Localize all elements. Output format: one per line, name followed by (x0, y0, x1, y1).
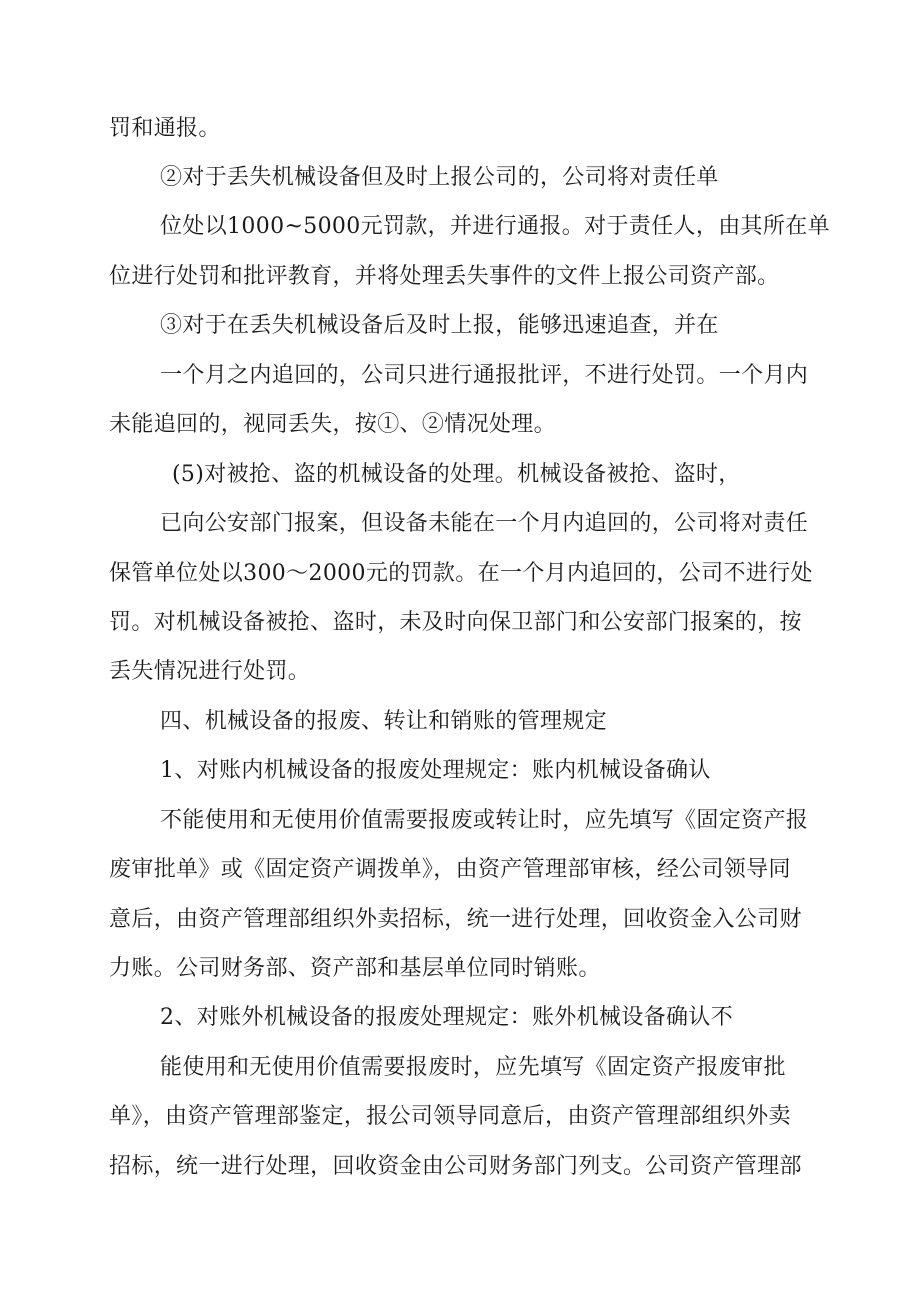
text-line-5: ③对于在丢失机械设备后及时上报，能够迅速追查，并在 (160, 313, 719, 338)
text-line-14: 1、对账内机械设备的报废处理规定：账内机械设备确认 (160, 758, 711, 783)
text-line-22: 招标，统一进行处理，回收资金由公司财务部门列支。公司资产管理部 (109, 1154, 802, 1179)
text-line-18: 力账。公司财务部、资产部和基层单位同时销账。 (109, 956, 601, 981)
section-heading: 四、机械设备的报废、转让和销账的管理规定 (160, 709, 608, 734)
text-line-4: 位进行处罚和批评教育，并将处理丢失事件的文件上报公司资产部。 (109, 264, 780, 289)
text-line-21: 单》，由资产管理部鉴定，报公司领导同意后，由资产管理部组织外卖 (109, 1104, 791, 1129)
text-line-2: ②对于丢失机械设备但及时上报公司的，公司将对责任单 (160, 165, 719, 190)
text-line-17: 意后，由资产管理部组织外卖招标，统一进行处理，回收资金入公司财 (109, 907, 802, 932)
text-line-9: 已向公安部门报案，但设备未能在一个月内追回的，公司将对责任 (160, 511, 809, 536)
text-line-8: (5)对被抢、盗的机械设备的处理。机械设备被抢、盗时， (172, 462, 741, 487)
text-line-3: 位处以1000~5000元罚款，并进行通报。对于责任人，由其所在单 (160, 214, 830, 239)
text-line-12: 丢失情况进行处罚。 (109, 659, 311, 684)
text-line-10: 保管单位处以300～2000元的罚款。在一个月内追回的，公司不进行处 (109, 561, 813, 586)
text-line-1: 罚和通报。 (109, 116, 221, 141)
text-line-19: 2、对账外机械设备的报废处理规定：账外机械设备确认不 (160, 1005, 734, 1030)
text-line-7: 未能追回的，视同丢失，按①、②情况处理。 (109, 412, 557, 437)
text-line-6: 一个月之内追回的，公司只进行通报批评，不进行处罚。一个月内 (160, 363, 809, 388)
text-line-11: 罚。对机械设备被抢、盗时，未及时向保卫部门和公安部门报案的，按 (109, 610, 802, 635)
text-line-16: 废审批单》或《固定资产调拨单》，由资产管理部审核，经公司领导同 (109, 857, 791, 882)
text-line-15: 不能使用和无使用价值需要报废或转让时，应先填写《固定资产报 (160, 808, 809, 833)
text-line-20: 能使用和无使用价值需要报废时，应先填写《固定资产报废审批 (160, 1055, 786, 1080)
